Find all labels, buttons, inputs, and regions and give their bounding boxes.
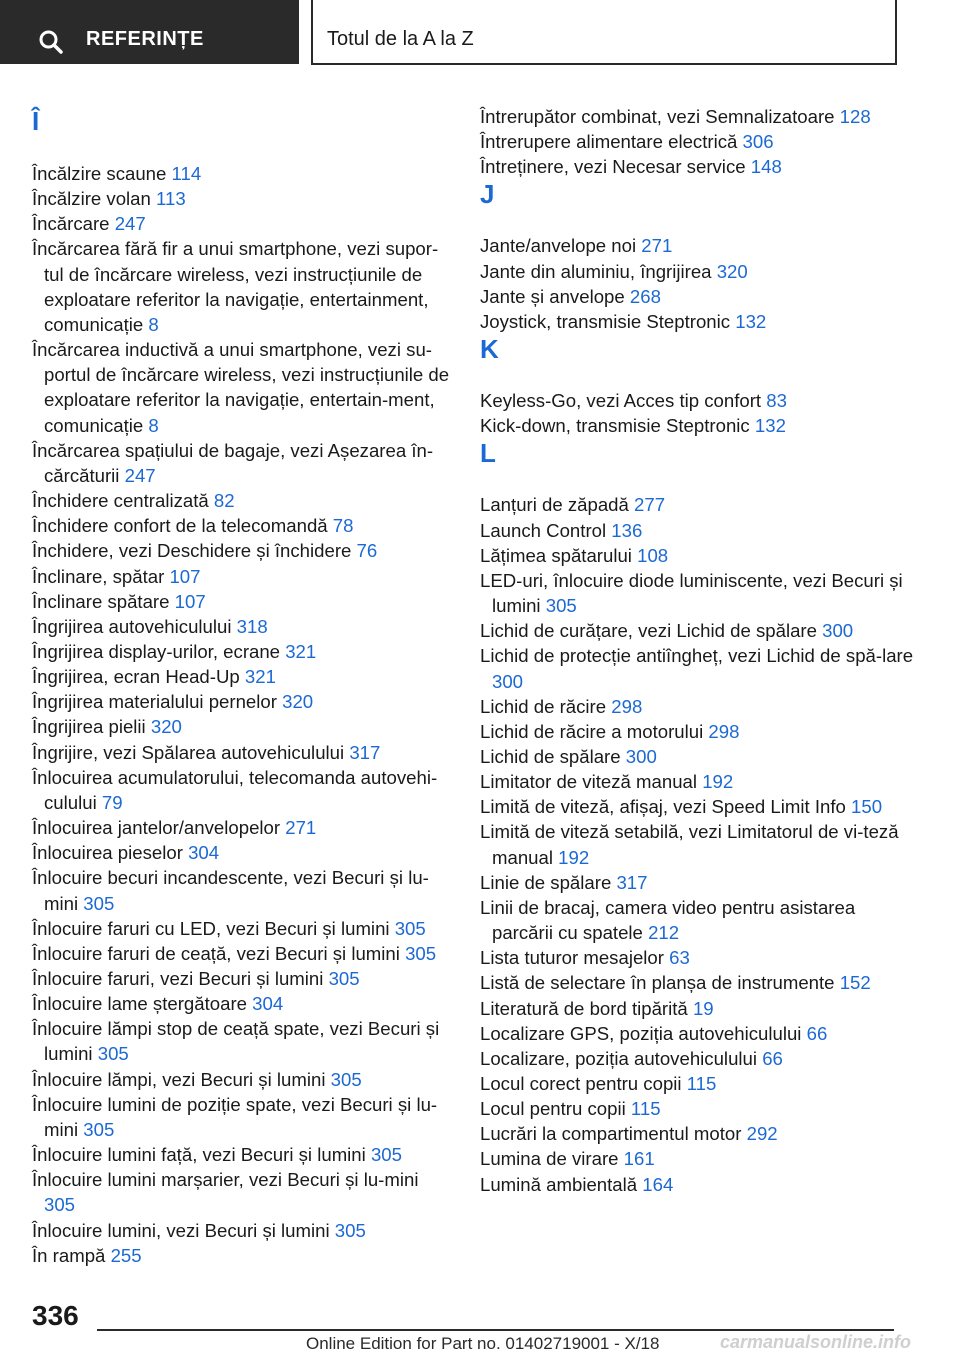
index-entry	[480, 1096, 920, 1121]
index-entry	[480, 870, 920, 895]
index-entry-text: Înlocuire faruri cu LED, vezi Becuri și lumini	[32, 917, 390, 939]
index-entry-text: Înlocuire lumini marșarier, vezi Becuri și lu-mini	[32, 1169, 419, 1191]
index-entry	[32, 991, 452, 1016]
index-entry-text: Keyless-Go, vezi Acces tip confort	[480, 390, 762, 412]
page-reference-link[interactable]: 150	[851, 796, 883, 818]
chapter-title: Totul de la A la Z	[327, 28, 474, 50]
index-entry-text: Linii de bracaj, camera video pentru asistarea parcării cu spatele	[480, 896, 856, 944]
index-entry-text: Înlocuire faruri de ceață, vezi Becuri și lumini	[32, 942, 400, 964]
index-entry	[480, 1146, 920, 1171]
page-reference-link[interactable]: 305	[405, 942, 437, 964]
index-entry-text: Înlocuire lămpi, vezi Becuri și lumini	[32, 1068, 326, 1090]
page-reference-link[interactable]: 320	[150, 716, 182, 738]
index-entry	[480, 233, 920, 258]
page-number: 336	[32, 1300, 79, 1331]
page-reference-link[interactable]: 321	[244, 666, 276, 688]
index-entry-text: Încălzire scaune	[32, 163, 167, 184]
index-entry	[32, 1167, 452, 1217]
index-entry	[32, 161, 452, 186]
index-entry-text: Îngrijirea autovehiculului	[32, 615, 232, 637]
index-entry	[32, 714, 452, 739]
page-reference-link[interactable]: 300	[492, 670, 524, 692]
index-entry	[480, 309, 920, 334]
index-entry-text: Încălzire volan	[32, 188, 151, 210]
index-entry	[32, 1067, 452, 1092]
index-entry-text: Launch Control	[480, 519, 607, 541]
index-letter-heading: K	[480, 334, 499, 365]
index-entry-text: Lățimea spătarului	[480, 544, 632, 566]
index-entry	[480, 388, 920, 413]
page-reference-link[interactable]: 255	[110, 1244, 142, 1266]
index-entry	[32, 639, 452, 664]
index-entry	[32, 865, 452, 915]
index-entry-text: Locul corect pentru copii	[480, 1073, 682, 1094]
index-entry	[480, 618, 920, 643]
index-entry	[32, 740, 452, 765]
page-reference-link[interactable]: 268	[629, 285, 661, 307]
index-entry	[32, 916, 452, 941]
index-letter-heading: Î	[32, 106, 40, 136]
index-entry	[480, 259, 920, 284]
index-entry	[32, 1092, 452, 1142]
index-entry	[32, 337, 452, 438]
index-entry-text: Înclinare, spătar	[32, 565, 165, 587]
index-entry-text: Închidere, vezi Deschidere și închidere	[32, 540, 352, 562]
page-reference-link[interactable]: 192	[558, 846, 590, 868]
page-reference-link[interactable]: 66	[762, 1047, 783, 1069]
page-reference-link[interactable]: 114	[171, 163, 202, 184]
index-entry-text: Încărcare	[32, 213, 110, 235]
index-entry-text: Joystick, transmisie Steptronic	[480, 310, 731, 332]
index-entry	[480, 643, 920, 693]
index-entry-text: Întreținere, vezi Necesar service	[480, 156, 746, 178]
index-entry-text: Jante și anvelope	[480, 285, 625, 307]
page-reference-link[interactable]: 128	[839, 106, 871, 127]
index-entry-text: Îngrijirea, ecran Head-Up	[32, 666, 240, 688]
index-column-left	[32, 105, 452, 1268]
page-reference-link[interactable]: 305	[97, 1043, 129, 1065]
index-entry-text: Lichid de răcire	[480, 695, 607, 717]
index-entry-text: Înlocuire lumini, vezi Becuri și lumini	[32, 1219, 330, 1241]
index-entry-text: Lista tuturor mesajelor	[480, 947, 664, 969]
index-entry	[32, 941, 452, 966]
index-entry-text: Literatură de bord tipărită	[480, 997, 688, 1019]
index-entry	[480, 1121, 920, 1146]
page-reference-link[interactable]: 78	[332, 515, 354, 537]
index-entry-text: Listă de selectare în planșa de instrumente	[480, 972, 835, 994]
index-entry-text: Lanțuri de zăpadă	[480, 494, 629, 516]
page-reference-link[interactable]: 305	[330, 1068, 362, 1090]
page-reference-link[interactable]: 83	[766, 390, 787, 412]
page-reference-link[interactable]: 63	[669, 947, 690, 969]
page-reference-link[interactable]: 305	[394, 917, 426, 939]
index-entry	[32, 236, 452, 337]
page-reference-link[interactable]: 320	[282, 691, 314, 713]
index-entry-text: Înlocuire lumini față, vezi Becuri și lumini	[32, 1144, 366, 1166]
index-entry-text: Îngrijirea materialului pernelor	[32, 691, 277, 713]
index-entry-text: Lichid de spălare	[480, 745, 621, 767]
index-entry-text: Încărcarea spațiului de bagaje, vezi Așezarea în-cărcăturii	[32, 439, 434, 486]
index-entry	[480, 154, 920, 179]
edition-text: Online Edition for Part no. 01402719001 - X/18	[306, 1334, 660, 1353]
page-reference-link[interactable]: 82	[213, 490, 235, 512]
index-entry	[480, 413, 920, 438]
index-entry	[32, 1243, 452, 1268]
index-entry-text: Încărcarea fără fir a unui smartphone, vezi supor-tul de încărcare wireless, vezi instrucțiunile de exploatare referitor la navigație, entertainment, comunicație	[32, 238, 439, 335]
index-entry	[32, 614, 452, 639]
index-entry-text: Jante/anvelope noi	[480, 235, 637, 257]
page-reference-link[interactable]: 8	[148, 414, 159, 436]
references-tab[interactable]	[0, 0, 299, 64]
page-reference-link[interactable]: 247	[124, 464, 156, 486]
index-entry-text: Înlocuirea pieselor	[32, 842, 183, 864]
index-entry	[480, 492, 920, 517]
page-reference-link[interactable]: 304	[252, 993, 284, 1015]
page-reference-link[interactable]: 277	[634, 494, 666, 516]
page-reference-link[interactable]: 300	[625, 745, 657, 767]
index-entry-text: LED-uri, înlocuire diode luminiscente, vezi Becuri și lumini	[480, 569, 903, 617]
index-letter-heading: L	[480, 438, 496, 469]
index-entry	[32, 815, 452, 840]
page-reference-link[interactable]: 317	[349, 741, 381, 763]
page-reference-link[interactable]: 305	[83, 1118, 115, 1140]
page-reference-link[interactable]: 300	[822, 620, 854, 642]
index-entry-text: Înclinare spătare	[32, 590, 170, 612]
page-reference-link[interactable]: 305	[44, 1194, 76, 1216]
index-entry	[32, 589, 452, 614]
index-entry	[32, 513, 452, 538]
page-reference-link[interactable]: 8	[148, 313, 159, 335]
index-entry	[480, 104, 920, 129]
page-reference-link[interactable]: 317	[616, 871, 648, 893]
index-entry	[32, 664, 452, 689]
index-entry	[32, 1142, 452, 1167]
index-entry-text: Înlocuire becuri incandescente, vezi Becuri și lu-mini	[32, 867, 429, 914]
index-entry-text: Încărcarea inductivă a unui smartphone, vezi su-portul de încărcare wireless, vezi instrucțiunile de exploatare referitor la navigație, entertain-ment, comunicație	[32, 339, 450, 436]
index-entry	[32, 488, 452, 513]
page-reference-link[interactable]: 152	[839, 972, 871, 994]
watermark: carmanualsonline.info	[720, 1332, 912, 1352]
chapter-tab[interactable]	[311, 0, 897, 65]
search-icon	[38, 29, 64, 55]
page-reference-link[interactable]: 271	[285, 817, 317, 839]
index-entry	[480, 1021, 920, 1046]
index-entry	[480, 284, 920, 309]
page-reference-link[interactable]: 107	[174, 590, 206, 612]
index-entry	[480, 1046, 920, 1071]
index-entry-text: Lucrări la compartimentul motor	[480, 1123, 742, 1145]
page-reference-link[interactable]: 292	[746, 1123, 778, 1145]
index-entry-text: Lumina de virare	[480, 1148, 619, 1170]
index-entry-text: Înlocuire faruri, vezi Becuri și lumini	[32, 968, 324, 989]
page-reference-link[interactable]: 76	[356, 540, 378, 562]
index-entry-text: Lichid de protecție antiîngheț, vezi Lichid de spă-lare	[480, 645, 914, 667]
page-reference-link[interactable]: 305	[334, 1219, 366, 1241]
page-reference-link[interactable]: 66	[806, 1022, 828, 1044]
index-entry-text: Localizare, poziția autovehiculului	[480, 1047, 758, 1069]
index-entry-text: Lichid de curățare, vezi Lichid de spălare	[480, 620, 817, 642]
page-reference-link[interactable]: 148	[750, 156, 782, 178]
index-entry	[480, 895, 920, 945]
index-column-right	[480, 104, 920, 1197]
page-reference-link[interactable]: 306	[742, 131, 774, 153]
page-reference-link[interactable]: 107	[169, 565, 201, 587]
page-reference-link[interactable]: 113	[156, 188, 186, 210]
page-reference-link[interactable]: 304	[188, 842, 220, 864]
header	[0, 0, 960, 66]
index-entry-text: Limită de viteză setabilă, vezi Limitatorul de vi-teză manual	[480, 821, 899, 868]
index-entry-text: Kick-down, transmisie Steptronic	[480, 415, 750, 437]
page-reference-link[interactable]: 19	[692, 997, 714, 1019]
page-reference-link[interactable]: 108	[637, 544, 669, 566]
index-entry-text: Înlocuire lămpi stop de ceață spate, vezi Becuri și lumini	[32, 1018, 440, 1065]
index-entry-text: Îngrijire, vezi Spălarea autovehiculului	[32, 741, 345, 763]
index-entry-text: În rampă	[32, 1244, 106, 1266]
page-reference-link[interactable]: 305	[328, 968, 360, 989]
index-entry	[480, 719, 920, 744]
index-entry-text: Îngrijirea display-urilor, ecrane	[32, 640, 281, 662]
index-entry	[32, 840, 452, 865]
index-entry-text: Înlocuirea acumulatorului, telecomanda autovehi-culului	[32, 766, 438, 813]
index-entry	[480, 819, 920, 869]
index-entry	[480, 1172, 920, 1197]
index-entry	[32, 211, 452, 236]
index-entry-text: Jante din aluminiu, îngrijirea	[480, 260, 712, 282]
index-entry-text: Înlocuire lumini de poziție spate, vezi Becuri și lu-mini	[32, 1093, 438, 1140]
page-reference-link[interactable]: 192	[702, 771, 734, 793]
index-entry	[480, 543, 920, 568]
index-letter-heading: J	[480, 179, 495, 210]
page-reference-link[interactable]: 212	[648, 922, 680, 944]
index-entry	[32, 438, 452, 488]
index-entry-text: Lichid de răcire a motorului	[480, 720, 704, 742]
page-reference-link[interactable]: 298	[708, 720, 740, 742]
index-entry-text: Închidere centralizată	[32, 490, 209, 512]
index-entry	[480, 794, 920, 819]
index-entry	[480, 945, 920, 970]
index-entry	[32, 564, 452, 589]
index-entry	[480, 769, 920, 794]
index-entry-text: Îngrijirea pielii	[32, 716, 146, 738]
index-entry-text: Înlocuirea jantelor/anvelopelor	[32, 817, 281, 839]
footer-divider	[97, 1329, 894, 1331]
index-entry	[480, 744, 920, 769]
page-reference-link[interactable]: 305	[83, 892, 115, 914]
page-reference-link[interactable]: 271	[641, 235, 673, 257]
index-entry	[32, 186, 452, 211]
index-entry	[32, 1218, 452, 1243]
index-entry	[480, 694, 920, 719]
index-entry	[32, 1016, 452, 1066]
page-reference-link[interactable]: 298	[611, 695, 643, 717]
page-reference-link[interactable]: 320	[716, 260, 748, 282]
index-entry	[32, 966, 452, 991]
index-entry-text: Limitator de viteză manual	[480, 771, 698, 793]
index-entry-text: Localizare GPS, poziția autovehiculului	[480, 1022, 802, 1044]
index-entry-text: Lumină ambientală	[480, 1173, 638, 1195]
index-entry	[480, 518, 920, 543]
index-entry	[480, 568, 920, 618]
index-entry	[32, 689, 452, 714]
index-entry	[32, 538, 452, 563]
page-reference-link[interactable]: 247	[114, 213, 146, 235]
page-reference-link[interactable]: 318	[236, 615, 268, 637]
page-reference-link[interactable]: 321	[285, 640, 317, 662]
page-reference-link[interactable]: 115	[686, 1073, 717, 1094]
page-reference-link[interactable]: 115	[630, 1098, 661, 1120]
page-reference-link[interactable]: 79	[101, 791, 123, 813]
index-entry-text: Locul pentru copii	[480, 1098, 626, 1120]
page-reference-link[interactable]: 305	[370, 1144, 402, 1166]
index-entry	[480, 996, 920, 1021]
page-reference-link[interactable]: 164	[642, 1173, 674, 1195]
index-entry-text: Închidere confort de la telecomandă	[32, 515, 328, 537]
index-entry-text: Întrerupere alimentare electrică	[480, 131, 738, 153]
index-entry	[32, 765, 452, 815]
index-entry-text: Limită de viteză, afișaj, vezi Speed Limit Info	[480, 796, 846, 818]
index-entry	[480, 129, 920, 154]
index-entry-text: Întrerupător combinat, vezi Semnalizatoare	[480, 106, 835, 127]
page-reference-link[interactable]: 132	[735, 310, 767, 332]
index-entry	[480, 970, 920, 995]
references-tab-label: REFERINȚE	[86, 28, 204, 50]
index-entry-text: Linie de spălare	[480, 871, 612, 893]
page-reference-link[interactable]: 136	[611, 519, 643, 541]
page-reference-link[interactable]: 305	[545, 595, 577, 617]
index-entry-text: Înlocuire lame ștergătoare	[32, 993, 247, 1015]
page-reference-link[interactable]: 132	[754, 415, 786, 437]
index-entry	[480, 1071, 920, 1096]
page-reference-link[interactable]: 161	[623, 1148, 655, 1170]
